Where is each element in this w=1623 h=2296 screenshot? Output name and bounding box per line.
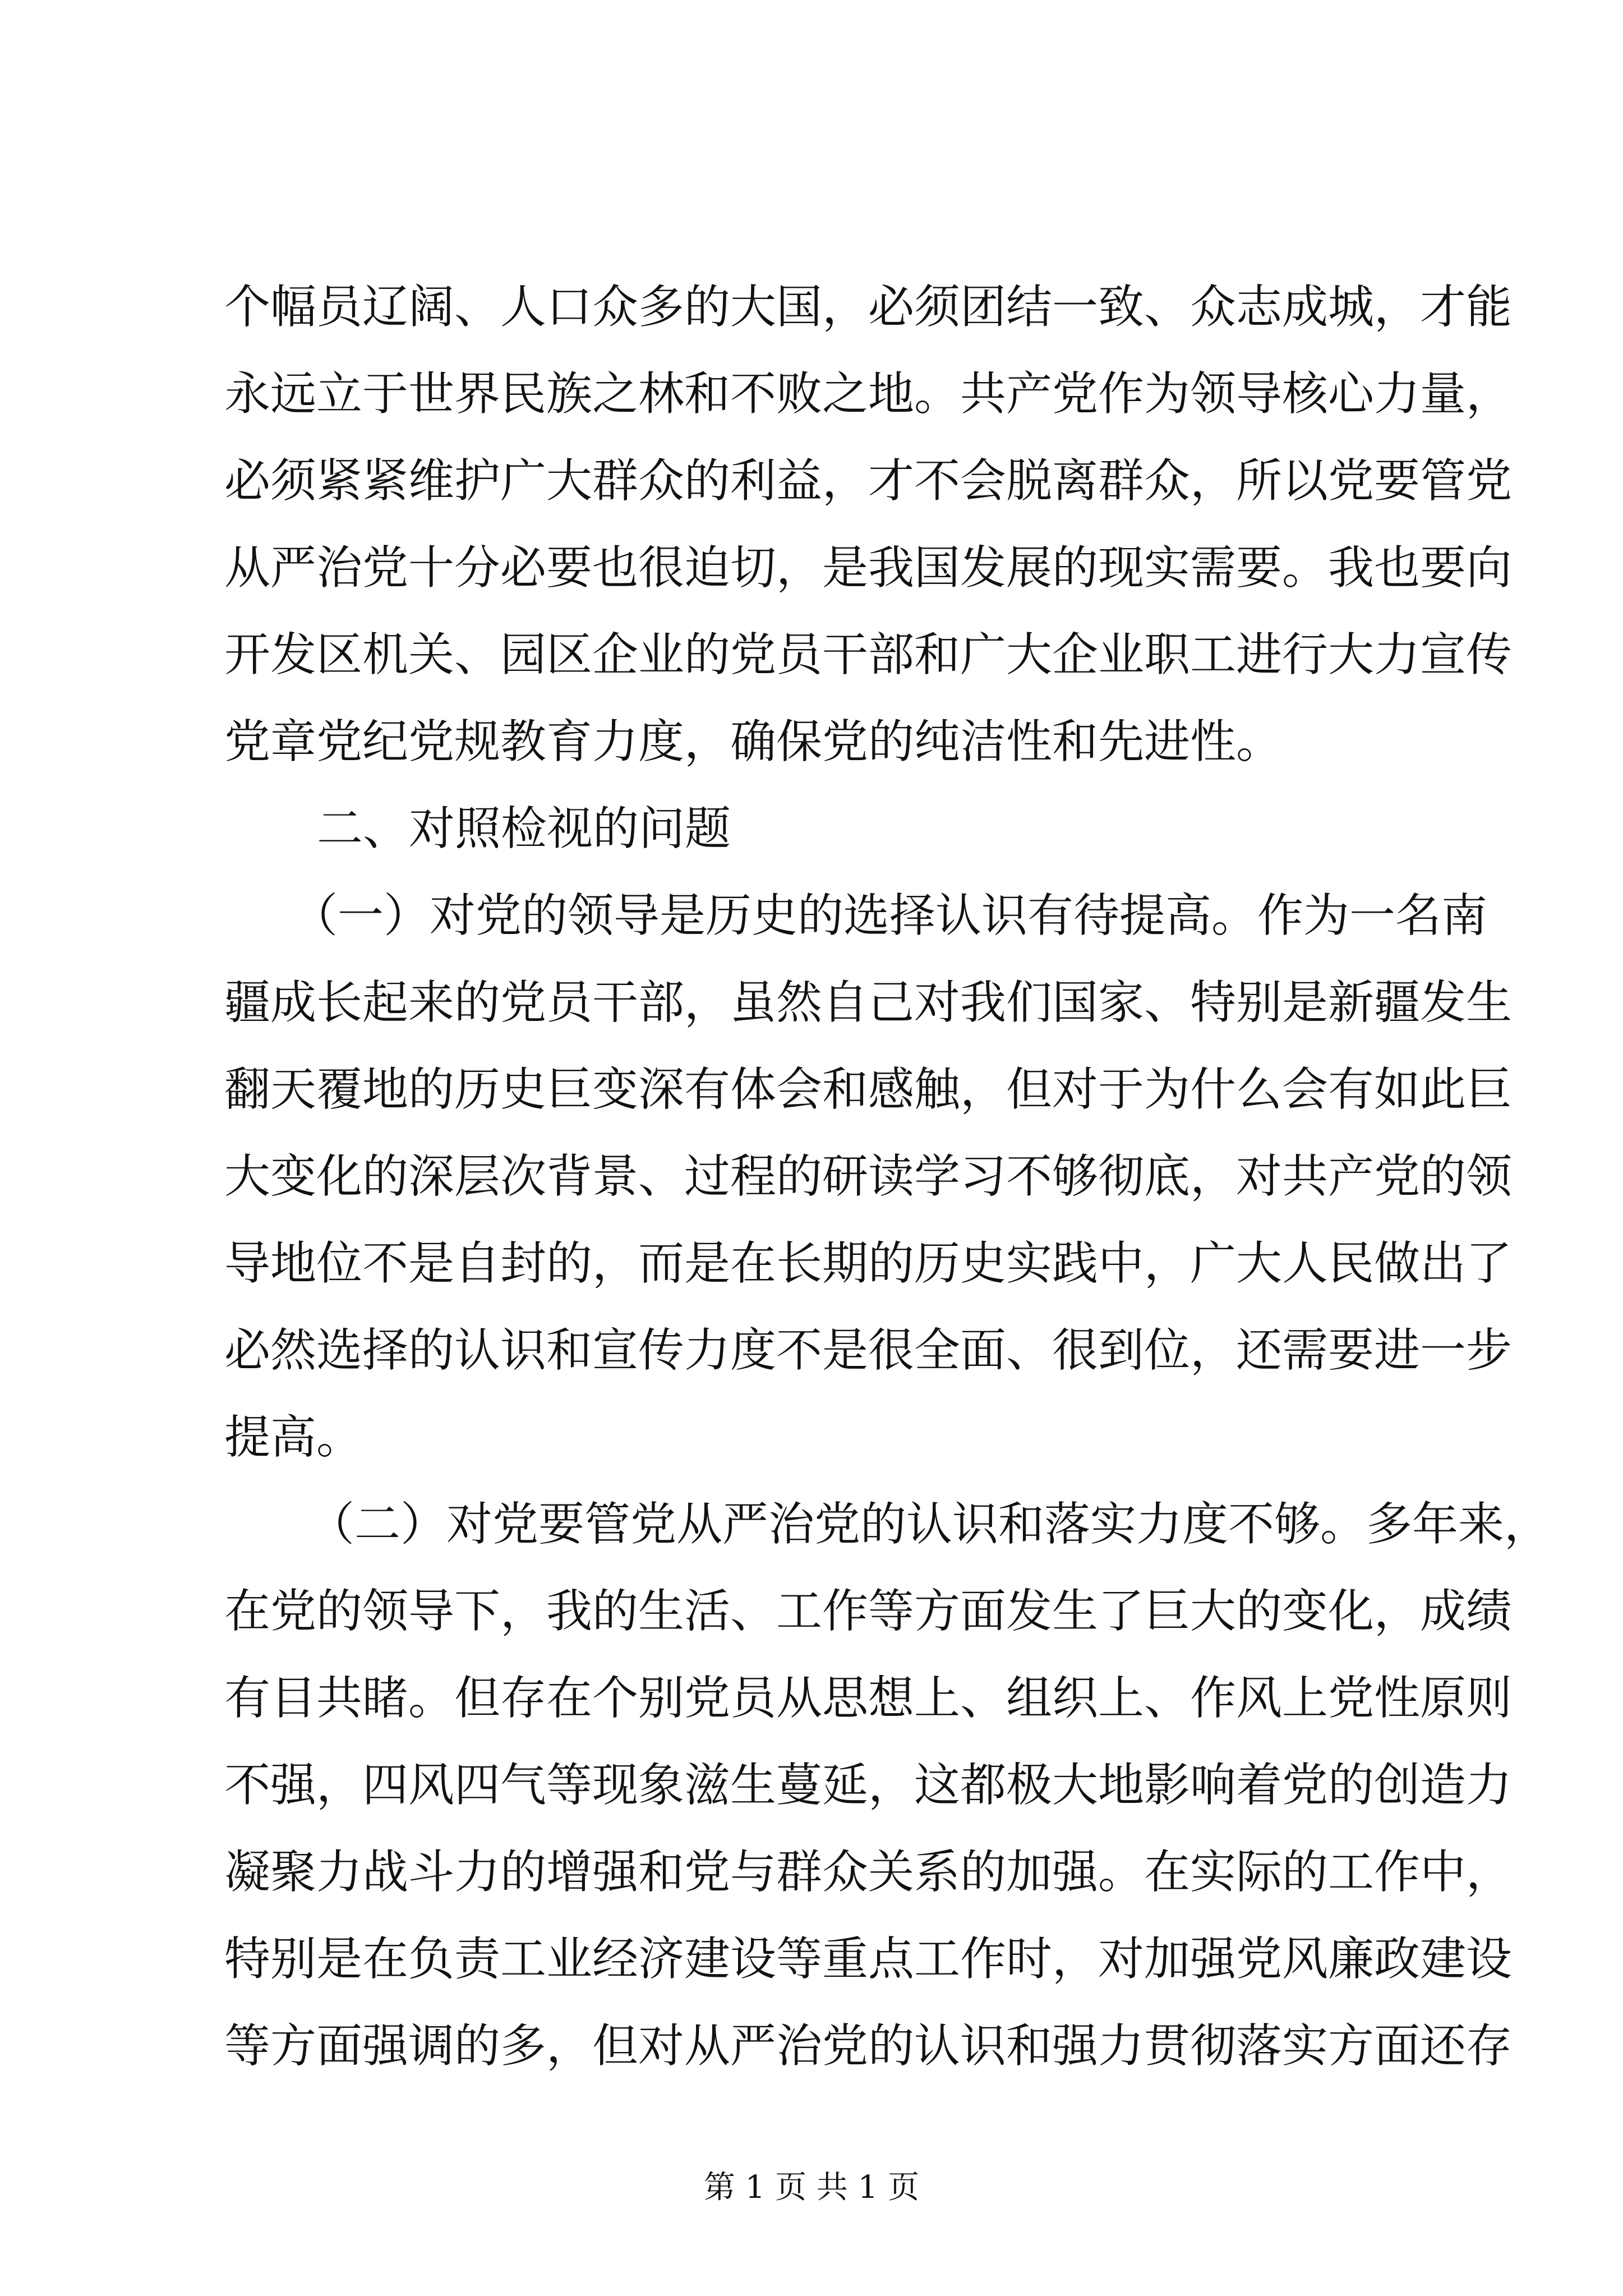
text-line: 凝聚力战斗力的增强和党与群众关系的加强。在实际的工作中， (224, 1846, 1513, 1899)
paragraph-first-line: （二）对党要管党从严治党的认识和落实力度不够。多年来， (308, 1498, 1551, 1551)
text-line: 等方面强调的多，但对从严治党的认识和强力贯彻落实方面还存 (224, 2019, 1513, 2073)
text-line: 大变化的深层次背景、过程的研读学习不够彻底，对共产党的领 (224, 1150, 1513, 1203)
text-line: 党章党纪党规教育力度，确保党的纯洁性和先进性。 (224, 715, 1283, 769)
paragraph-first-line: （一）对党的领导是历史的选择认识有待提高。作为一名南 (292, 889, 1488, 942)
text-line: 有目共睹。但存在个别党员从思想上、组织上、作风上党性原则 (224, 1672, 1513, 1725)
text-line: 不强，四风四气等现象滋生蔓延，这都极大地影响着党的创造力 (224, 1759, 1513, 1812)
text-line: 开发区机关、园区企业的党员干部和广大企业职工进行大力宣传 (224, 628, 1513, 682)
text-line: 永远立于世界民族之林和不败之地。共产党作为领导核心力量， (224, 367, 1513, 421)
text-line: 必然选择的认识和宣传力度不是很全面、很到位，还需要进一步 (224, 1324, 1513, 1377)
text-line: 必须紧紧维护广大群众的利益，才不会脱离群众，所以党要管党 (224, 454, 1513, 508)
page-number: 第 1 页 共 1 页 (703, 2169, 920, 2206)
text-line: 导地位不是自封的，而是在长期的历史实践中，广大人民做出了 (224, 1237, 1513, 1290)
text-line: 提高。 (224, 1411, 363, 1464)
text-line: 从严治党十分必要也很迫切，是我国发展的现实需要。我也要向 (224, 541, 1513, 595)
text-line: 特别是在负责工业经济建设等重点工作时，对加强党风廉政建设 (224, 1932, 1513, 1986)
section-heading: 二、对照检视的问题 (317, 802, 731, 855)
text-line: 个幅员辽阔、人口众多的大国，必须团结一致、众志成城，才能 (224, 280, 1513, 334)
text-line: 疆成长起来的党员干部，虽然自己对我们国家、特别是新疆发生 (224, 976, 1513, 1029)
text-line: 翻天覆地的历史巨变深有体会和感触，但对于为什么会有如此巨 (224, 1063, 1513, 1116)
text-line: 在党的领导下，我的生活、工作等方面发生了巨大的变化，成绩 (224, 1585, 1513, 1638)
